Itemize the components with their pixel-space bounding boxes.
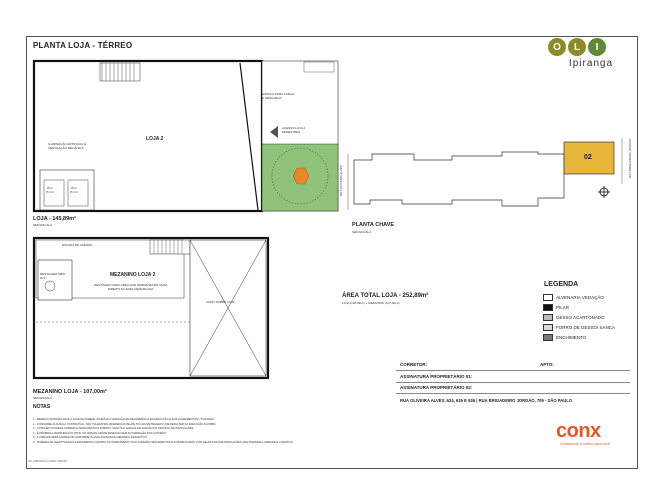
legend-swatch (543, 314, 553, 321)
note-item: 3 - O PROJETO PODERÁ SOFRER ALTERAÇÕES NOS FORROS, SHAFTS E SANCAS EM FUNÇÃO DO PROJETO DE INSTALAÇÕES; (33, 427, 194, 431)
conx-logo: conx (556, 420, 601, 442)
restroom-label: RESTAURATÓRIO W.C. (40, 272, 66, 280)
electrical-note: ILUMINAÇÃO ARTIFICIAL E VENTILAÇÃO MECÂNICA (48, 142, 87, 150)
apto-field: APTO: (540, 362, 554, 367)
legend-label: PILAR (556, 305, 570, 310)
note-item: 4 - É PROIBIDA A REPRODUÇÃO TOTAL OU PARCIAL DESTE DESENHO SEM AUTORIZAÇÃO DOS AUTORES; (33, 431, 167, 435)
street-left: RUA OLIVEIRA ALVES (339, 165, 343, 196)
key-plan-scale: SEM ESCALA (352, 230, 372, 234)
void-label: VAZIO SOBRE LOJA (206, 300, 235, 304)
conx-tagline: Construindo a melhor para você (560, 442, 610, 446)
logo-subtitle: Ipiranga (568, 58, 614, 69)
mezanino-note: DESTINADO PARA AREA QUE PERMANECER VAZIA DIREITO NA AREA DEMARCADA (94, 283, 168, 291)
wc-pcd-left: W.C. P.C.D. (46, 186, 55, 194)
signature-line (396, 382, 630, 383)
signature-line (396, 393, 630, 394)
cargo-area-label: ESPAÇO PARA CARGA E DESCARGA (262, 92, 295, 100)
page-title: PLANTA LOJA - TÉRREO (33, 41, 133, 50)
key-plan-title: PLANTA CHAVE (352, 222, 395, 228)
logo-letter-i: I (588, 38, 606, 56)
notes-list (33, 418, 433, 446)
note-item: 2 - CONFORME CLÁUSULA CONTRATUAL, SÃO TOLERÁVEIS DIFERENÇAS DE ATÉ 5% NAS METRAGENS QUE RESULTEM DA EXECUÇÃO DA OBRA; (33, 422, 217, 426)
legend-item-alvenaria (543, 294, 604, 301)
legend-item-pilar (543, 304, 569, 311)
legend-label: GESSO ACARTONADO (556, 315, 605, 320)
total-area: ÁREA TOTAL LOJA - 252,89m² (342, 293, 429, 299)
legend-label: ENCHIMENTO (556, 335, 587, 340)
oli-logo (548, 38, 634, 82)
mezanino-area-label: MEZANINO LOJA - 107,00m² (33, 389, 107, 395)
address: RUA OLIVEIRA ALVES, 624, 626 E 636 | RUA BRIGADEIRO JORDÃO, 709 - SÃO PAULO (400, 398, 573, 403)
drawing-code: OLI_IPIRANGA / LOJA02 / REV.00 (28, 460, 67, 463)
legend-swatch (543, 334, 553, 341)
mezanino-floor-plan (30, 234, 272, 384)
legend-item-gesso (543, 314, 605, 321)
street-right: RUA BRIGADEIRO JORDÃO (628, 138, 632, 178)
legend-swatch (543, 294, 553, 301)
loja-area-label: LOJA - 145,89m² (33, 216, 76, 222)
logo-letter-o: O (548, 38, 566, 56)
corretor-field: CORRETOR: (400, 362, 428, 367)
signature-line (396, 370, 630, 371)
loja-room-label: LOJA 2 (146, 136, 164, 142)
legend-label: FORRO DE GESSO/ SANCA (556, 325, 616, 330)
owner-2-signature: ASSINATURA PROPRIETÁRIO 02: (400, 385, 473, 390)
legend-title: LEGENDA (544, 281, 579, 288)
pedestrian-access-label: ACESSO LOJA 2 PEDESTRES (282, 126, 306, 134)
logo-letter-l: L (568, 38, 586, 56)
owner-1-signature: ASSINATURA PROPRIETÁRIO 01: (400, 374, 473, 379)
mezanino-room-label: MEZANINO LOJA 2 (110, 272, 156, 278)
note-item: 1 - MEDIDAS INTERNAS FACE A FACE DE PAREDE, SUJEITAS A VARIAÇÃO EM DECORRÊNCIA DA EXECUÇÃO E DOS ACABAMENTOS UTILIZADOS; (33, 418, 215, 421)
wc-pcd-right: W.C. P.C.D. (70, 186, 79, 194)
legend-item-forro (543, 324, 615, 331)
legend-swatch (543, 304, 553, 311)
note-item: 5 - A UNIDADE SERÁ ENTREGUE CONFORME PLANTA ASSINADA E MEMORIAL DESCRITIVO; (33, 436, 148, 440)
key-plan (342, 134, 632, 218)
legend-item-enchimento (543, 334, 586, 341)
note-item: 6 - PAREDES DE SHAFT/SANCAS E ENCHIMENTO CENTRO DO APARTAMENTO NÃO PODERÃO SER REMOVIDOS E MODIFICADOS, POIS NELES PASSAM INSTALAÇÕES QUE ATENDEM A UNIDADE E O EDIFÍCIO. (33, 440, 294, 444)
notes-title: NOTAS (33, 404, 51, 410)
stairs-label: ESCADA DE ACESSO (62, 243, 93, 247)
unit-number: 02 (584, 154, 592, 161)
legend-swatch (543, 324, 553, 331)
total-area-detail: LOJA (145,89m²) + MEZANINO (107,00m²) (342, 301, 400, 305)
mezanino-scale: SEM ESCALA (33, 396, 53, 400)
legend-label: ALVENARIA VEDAÇÃO (556, 295, 604, 300)
loja-scale: SEM ESCALA (33, 223, 53, 227)
